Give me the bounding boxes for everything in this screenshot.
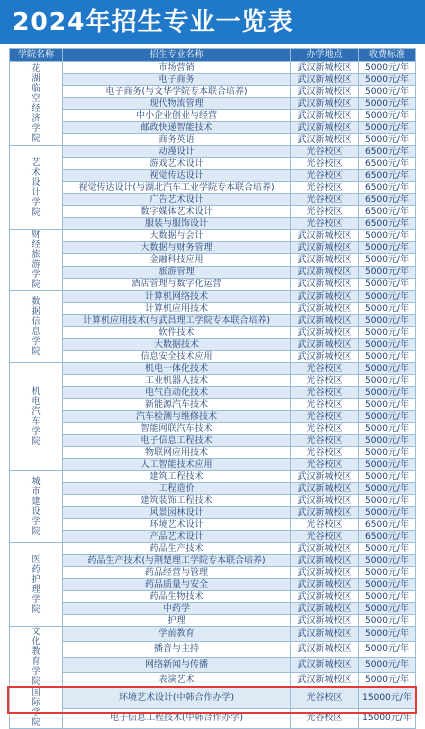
fee-cell: 5000元/年 — [359, 375, 416, 387]
table-row — [10, 543, 416, 555]
major-cell: 电子商务(与文华学院专本联合培养) — [63, 86, 291, 98]
fee-cell: 5000元/年 — [359, 642, 416, 657]
table-row — [10, 122, 416, 134]
table-row — [10, 182, 416, 194]
fee-cell: 5000元/年 — [359, 339, 416, 351]
fee-cell: 5000元/年 — [359, 657, 416, 672]
fee-cell: 5000元/年 — [359, 242, 416, 254]
fee-cell: 5000元/年 — [359, 351, 416, 363]
location-cell: 光谷校区 — [291, 387, 359, 399]
fee-cell: 6500元/年 — [359, 194, 416, 206]
table-row — [10, 642, 416, 657]
location-cell: 光谷校区 — [291, 158, 359, 170]
fee-cell: 5000元/年 — [359, 230, 416, 242]
fee-cell: 5000元/年 — [359, 615, 416, 627]
major-cell: 产品艺术设计 — [63, 531, 291, 543]
location-cell: 武汉新城校区 — [291, 230, 359, 242]
major-cell: 工业机器人技术 — [63, 375, 291, 387]
major-cell: 计算机网络技术 — [63, 291, 291, 303]
location-cell: 武汉新城校区 — [291, 657, 359, 672]
fee-cell: 6500元/年 — [359, 531, 416, 543]
location-cell: 武汉新城校区 — [291, 315, 359, 327]
table-row — [10, 459, 416, 471]
major-cell: 大数据与会计 — [63, 230, 291, 242]
major-cell: 现代物流管理 — [63, 98, 291, 110]
table-row — [10, 218, 416, 230]
header-major: 招生专业名称 — [63, 49, 291, 62]
fee-cell: 5000元/年 — [359, 507, 416, 519]
location-cell: 光谷校区 — [291, 194, 359, 206]
location-cell: 光谷校区 — [291, 170, 359, 182]
location-cell: 武汉新城校区 — [291, 291, 359, 303]
location-cell: 武汉新城校区 — [291, 471, 359, 483]
table-row — [10, 327, 416, 339]
fee-cell: 5000元/年 — [359, 495, 416, 507]
page-title: 2024年招生专业一览表 — [0, 0, 425, 44]
major-cell: 学前教育 — [63, 627, 291, 642]
fee-cell: 6500元/年 — [359, 170, 416, 182]
table-row — [10, 110, 416, 122]
location-cell: 光谷校区 — [291, 375, 359, 387]
table-row — [10, 278, 416, 290]
fee-cell: 5000元/年 — [359, 134, 416, 146]
table-row — [10, 339, 416, 351]
major-cell: 旅游管理 — [63, 266, 291, 278]
location-cell: 武汉新城校区 — [291, 483, 359, 495]
table-row — [10, 603, 416, 615]
fee-cell: 5000元/年 — [359, 603, 416, 615]
location-cell: 光谷校区 — [291, 708, 359, 729]
major-cell: 邮政快递智能技术 — [63, 122, 291, 134]
major-cell: 新能源汽车技术 — [63, 399, 291, 411]
table-row — [10, 230, 416, 242]
table-row — [10, 615, 416, 627]
fee-cell: 5000元/年 — [359, 627, 416, 642]
major-cell: 计算机应用技术(与武昌理工学院专本联合培养) — [63, 315, 291, 327]
location-cell: 武汉新城校区 — [291, 351, 359, 363]
fee-cell: 5000元/年 — [359, 291, 416, 303]
table-row — [10, 303, 416, 315]
fee-cell: 5000元/年 — [359, 266, 416, 278]
fee-cell: 5000元/年 — [359, 62, 416, 74]
major-cell: 电子信息工程技术(中韩合作办学) — [63, 708, 291, 729]
location-cell: 武汉新城校区 — [291, 642, 359, 657]
table-row — [10, 363, 416, 375]
location-cell: 武汉新城校区 — [291, 579, 359, 591]
table-row — [10, 471, 416, 483]
location-cell: 光谷校区 — [291, 531, 359, 543]
location-cell: 光谷校区 — [291, 411, 359, 423]
table-row — [10, 435, 416, 447]
fee-cell: 5000元/年 — [359, 122, 416, 134]
major-cell: 护理 — [63, 615, 291, 627]
major-cell: 药品经营与管理 — [63, 567, 291, 579]
location-cell: 武汉新城校区 — [291, 672, 359, 687]
major-cell: 环境艺术设计(中韩合作办学) — [63, 688, 291, 709]
location-cell: 光谷校区 — [291, 363, 359, 375]
major-cell: 药品生产技术 — [63, 543, 291, 555]
location-cell: 武汉新城校区 — [291, 62, 359, 74]
location-cell: 武汉新城校区 — [291, 242, 359, 254]
major-cell: 物联网应用技术 — [63, 447, 291, 459]
table-row — [10, 291, 416, 303]
major-cell: 人工智能技术应用 — [63, 459, 291, 471]
major-cell: 广告艺术设计 — [63, 194, 291, 206]
major-cell: 视觉传达设计(与湖北汽车工业学院专本联合培养) — [63, 182, 291, 194]
major-cell: 中小企业创业与经营 — [63, 110, 291, 122]
college-name-cell: 数 据 信 息 学 院 — [10, 291, 63, 363]
major-cell: 软件技术 — [63, 327, 291, 339]
fee-cell: 5000元/年 — [359, 459, 416, 471]
location-cell: 光谷校区 — [291, 146, 359, 158]
major-cell: 网络新闻与传播 — [63, 657, 291, 672]
fee-cell: 5000元/年 — [359, 399, 416, 411]
major-cell: 电子商务 — [63, 74, 291, 86]
major-cell: 药品质量与安全 — [63, 579, 291, 591]
fee-cell: 6500元/年 — [359, 158, 416, 170]
fee-cell: 5000元/年 — [359, 315, 416, 327]
table-header-row — [10, 49, 416, 62]
location-cell: 武汉新城校区 — [291, 110, 359, 122]
header-fee: 收费标准 — [359, 49, 416, 62]
location-cell: 武汉新城校区 — [291, 567, 359, 579]
major-cell: 商务英语 — [63, 134, 291, 146]
table-row — [10, 567, 416, 579]
major-cell: 智能网联汽车技术 — [63, 423, 291, 435]
college-name-cell: 财 经 旅 游 学 院 — [10, 230, 63, 291]
majors-table — [9, 48, 416, 729]
location-cell: 武汉新城校区 — [291, 254, 359, 266]
fee-cell: 5000元/年 — [359, 98, 416, 110]
fee-cell: 6500元/年 — [359, 182, 416, 194]
college-name-cell: 机 电 汽 车 学 院 — [10, 363, 63, 471]
major-cell: 市场营销 — [63, 62, 291, 74]
location-cell: 光谷校区 — [291, 218, 359, 230]
table-row — [10, 98, 416, 110]
table-row — [10, 495, 416, 507]
fee-cell: 5000元/年 — [359, 110, 416, 122]
major-cell: 播音与主持 — [63, 642, 291, 657]
major-cell: 游戏艺术设计 — [63, 158, 291, 170]
table-row — [10, 423, 416, 435]
fee-cell: 5000元/年 — [359, 672, 416, 687]
location-cell: 武汉新城校区 — [291, 615, 359, 627]
location-cell: 光谷校区 — [291, 399, 359, 411]
table-body — [10, 62, 416, 729]
location-cell: 光谷校区 — [291, 206, 359, 218]
location-cell: 武汉新城校区 — [291, 555, 359, 567]
table-row — [10, 254, 416, 266]
major-cell: 建筑工程技术 — [63, 471, 291, 483]
location-cell: 武汉新城校区 — [291, 507, 359, 519]
table-row — [10, 688, 416, 709]
table-row — [10, 507, 416, 519]
major-cell: 机电一体化技术 — [63, 363, 291, 375]
major-cell: 动漫设计 — [63, 146, 291, 158]
table-row — [10, 708, 416, 729]
fee-cell: 5000元/年 — [359, 327, 416, 339]
fee-cell: 5000元/年 — [359, 555, 416, 567]
location-cell: 武汉新城校区 — [291, 327, 359, 339]
location-cell: 武汉新城校区 — [291, 627, 359, 642]
table-row — [10, 519, 416, 531]
table-row — [10, 411, 416, 423]
table-row — [10, 672, 416, 687]
fee-cell: 5000元/年 — [359, 86, 416, 98]
college-name-cell: 花 湖 临 空 经 济 学 院 — [10, 62, 63, 146]
location-cell: 光谷校区 — [291, 182, 359, 194]
major-cell: 药品生物技术 — [63, 591, 291, 603]
table-row — [10, 399, 416, 411]
fee-cell: 5000元/年 — [359, 411, 416, 423]
location-cell: 武汉新城校区 — [291, 134, 359, 146]
college-name-cell: 艺 术 设 计 学 院 — [10, 146, 63, 230]
table-row — [10, 206, 416, 218]
table-row — [10, 627, 416, 642]
location-cell: 武汉新城校区 — [291, 98, 359, 110]
location-cell: 武汉新城校区 — [291, 603, 359, 615]
table-row — [10, 62, 416, 74]
location-cell: 武汉新城校区 — [291, 266, 359, 278]
table-row — [10, 447, 416, 459]
table-row — [10, 351, 416, 363]
major-cell: 计算机应用技术 — [63, 303, 291, 315]
location-cell: 光谷校区 — [291, 459, 359, 471]
location-cell: 武汉新城校区 — [291, 122, 359, 134]
table-row — [10, 483, 416, 495]
fee-cell: 5000元/年 — [359, 567, 416, 579]
table-row — [10, 531, 416, 543]
table-row — [10, 387, 416, 399]
table-row — [10, 146, 416, 158]
location-cell: 武汉新城校区 — [291, 303, 359, 315]
major-cell: 视觉传达设计 — [63, 170, 291, 182]
location-cell: 光谷校区 — [291, 435, 359, 447]
fee-cell: 5000元/年 — [359, 579, 416, 591]
table-row — [10, 170, 416, 182]
location-cell: 武汉新城校区 — [291, 339, 359, 351]
fee-cell: 5000元/年 — [359, 543, 416, 555]
college-name-cell: 城 市 建 设 学 院 — [10, 471, 63, 543]
table-row — [10, 579, 416, 591]
fee-cell: 15000元/年 — [359, 708, 416, 729]
fee-cell: 5000元/年 — [359, 74, 416, 86]
table-row — [10, 194, 416, 206]
table-row — [10, 657, 416, 672]
major-cell: 大数据技术 — [63, 339, 291, 351]
fee-cell: 5000元/年 — [359, 483, 416, 495]
table-row — [10, 266, 416, 278]
fee-cell: 15000元/年 — [359, 688, 416, 709]
table-row — [10, 315, 416, 327]
major-cell: 电气自动化技术 — [63, 387, 291, 399]
fee-cell: 5000元/年 — [359, 303, 416, 315]
major-cell: 信息安全技术应用 — [63, 351, 291, 363]
location-cell: 武汉新城校区 — [291, 86, 359, 98]
fee-cell: 6500元/年 — [359, 146, 416, 158]
fee-cell: 5000元/年 — [359, 447, 416, 459]
fee-cell: 6500元/年 — [359, 519, 416, 531]
fee-cell: 5000元/年 — [359, 278, 416, 290]
table-row — [10, 134, 416, 146]
major-cell: 表演艺术 — [63, 672, 291, 687]
major-cell: 建筑装饰工程技术 — [63, 495, 291, 507]
table-row — [10, 375, 416, 387]
major-cell: 大数据与财务管理 — [63, 242, 291, 254]
fee-cell: 5000元/年 — [359, 423, 416, 435]
fee-cell: 5000元/年 — [359, 471, 416, 483]
major-cell: 金融科技应用 — [63, 254, 291, 266]
major-cell: 中药学 — [63, 603, 291, 615]
table-row — [10, 591, 416, 603]
table-row — [10, 158, 416, 170]
major-cell: 电子信息工程技术 — [63, 435, 291, 447]
fee-cell: 5000元/年 — [359, 363, 416, 375]
fee-cell: 5000元/年 — [359, 254, 416, 266]
location-cell: 武汉新城校区 — [291, 591, 359, 603]
location-cell: 光谷校区 — [291, 447, 359, 459]
fee-cell: 5000元/年 — [359, 591, 416, 603]
location-cell: 武汉新城校区 — [291, 543, 359, 555]
major-cell: 汽车检测与维修技术 — [63, 411, 291, 423]
fee-cell: 5000元/年 — [359, 387, 416, 399]
location-cell: 武汉新城校区 — [291, 495, 359, 507]
location-cell: 武汉新城校区 — [291, 74, 359, 86]
table-row — [10, 74, 416, 86]
location-cell: 光谷校区 — [291, 519, 359, 531]
major-cell: 风景园林设计 — [63, 507, 291, 519]
major-cell: 环境艺术设计 — [63, 519, 291, 531]
table-row — [10, 555, 416, 567]
location-cell: 光谷校区 — [291, 688, 359, 709]
major-cell: 服装与服饰设计 — [63, 218, 291, 230]
college-name-cell: 文 化 教 育 学 院 — [10, 627, 63, 688]
location-cell: 光谷校区 — [291, 423, 359, 435]
table-row — [10, 242, 416, 254]
major-cell: 工程造价 — [63, 483, 291, 495]
major-cell: 数字媒体艺术设计 — [63, 206, 291, 218]
college-name-cell: 医 药 护 理 学 院 — [10, 543, 63, 627]
college-name-cell: 国 际 学 院 — [10, 688, 63, 729]
fee-cell: 5000元/年 — [359, 435, 416, 447]
table-row — [10, 86, 416, 98]
fee-cell: 6500元/年 — [359, 206, 416, 218]
header-location: 办学地点 — [291, 49, 359, 62]
major-cell: 酒店管理与数字化运营 — [63, 278, 291, 290]
major-cell: 药品生产技术(与荆楚理工学院专本联合培养) — [63, 555, 291, 567]
location-cell: 武汉新城校区 — [291, 278, 359, 290]
header-college: 学院名称 — [10, 49, 63, 62]
fee-cell: 6500元/年 — [359, 218, 416, 230]
